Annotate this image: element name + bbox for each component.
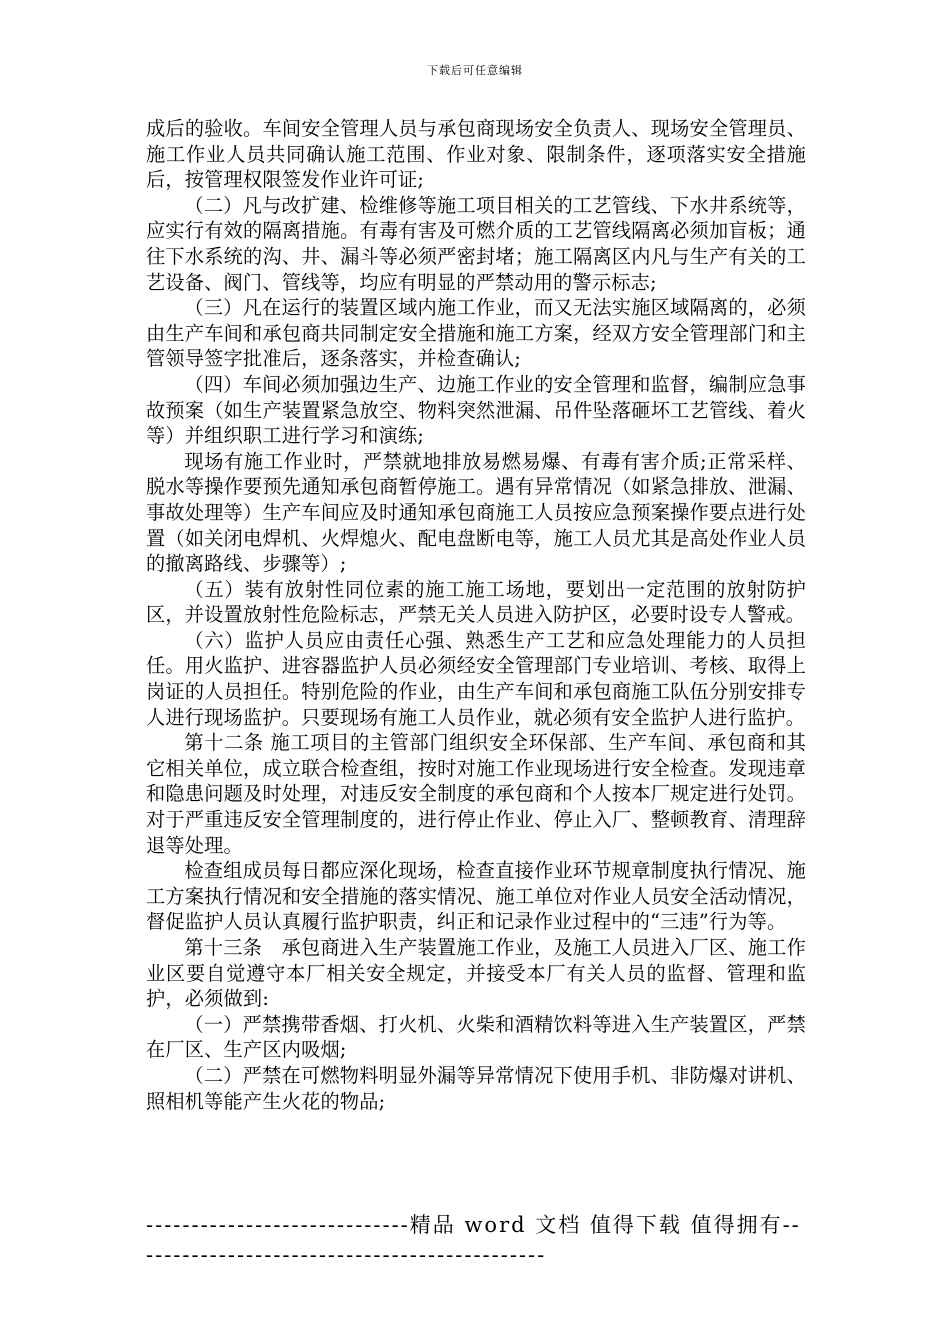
paragraph: （二）严禁在可燃物料明显外漏等异常情况下使用手机、非防爆对讲机、照相机等能产生火花的物品;	[146, 1063, 806, 1113]
paragraph: 第十二条 施工项目的主管部门组织安全环保部、生产车间、承包商和其它相关单位，成立联合检查组，按时对施工作业现场进行安全检查。发现违章和隐患问题及时处理，对违反安全制度的承包商和个人按本厂规定进行处罚。对于严重违反安全管理制度的，进行停止作业、停止入厂、整顿教育、清理辞退等处理。	[146, 731, 806, 857]
paragraph: 第十三条 承包商进入生产装置施工作业，及施工人员进入厂区、施工作业区要自觉遵守本厂相关安全规定，并接受本厂有关人员的监督、管理和监护，必须做到:	[146, 936, 806, 1011]
paragraph: （三）凡在运行的装置区域内施工作业，而又无法实施区域隔离的，必须由生产车间和承包商共同制定安全措施和施工方案，经双方安全管理部门和主管领导签字批准后，逐条落实，并检查确认;	[146, 296, 806, 371]
paragraph: 现场有施工作业时，严禁就地排放易燃易爆、有毒有害介质;正常采样、脱水等操作要预先通知承包商暂停施工。遇有异常情况（如紧急排放、泄漏、事故处理等）生产车间应及时通知承包商施工人员按应急预案操作要点进行处置（如关闭电焊机、火焊熄火、配电盘断电等，施工人员尤其是高处作业人员的撤离路线、步骤等）;	[146, 449, 806, 576]
page-header: 下载后可任意编辑	[427, 64, 523, 77]
paragraph: （五）装有放射性同位素的施工施工场地，要划出一定范围的放射防护区，并设置放射性危险标志，严禁无关人员进入防护区，必要时设专人警戒。	[146, 577, 806, 627]
paragraph: 成后的验收。车间安全管理人员与承包商现场安全负责人、现场安全管理员、施工作业人员共同确认施工范围、作业对象、限制条件，逐项落实安全措施后，按管理权限签发作业许可证;	[146, 117, 806, 192]
paragraph: （六）监护人员应由责任心强、熟悉生产工艺和应急处理能力的人员担任。用火监护、进容器监护人员必须经安全管理部门专业培训、考核、取得上岗证的人员担任。特别危险的作业，由生产车间和承包商施工队伍分别安排专人进行现场监护。只要现场有施工人员作业，就必须有安全监护人进行监护。	[146, 628, 806, 729]
paragraph: （一）严禁携带香烟、打火机、火柴和酒精饮料等进入生产装置区，严禁在厂区、生产区内吸烟;	[146, 1012, 806, 1062]
paragraph: （二）凡与改扩建、检维修等施工项目相关的工艺管线、下水井系统等，应实行有效的隔离措施。有毒有害及可燃介质的工艺管线隔离必须加盲板；通往下水系统的沟、井、漏斗等必须严密封堵；施工隔离区内凡与生产有关的工艺设备、阀门、管线等，均应有明显的严禁动用的警示标志;	[146, 193, 806, 294]
paragraph: （四）车间必须加强边生产、边施工作业的安全管理和监督，编制应急事故预案（如生产装置紧急放空、物料突然泄漏、吊件坠落砸坏工艺管线、着火等）并组织职工进行学习和演练;	[146, 372, 806, 448]
document-body	[146, 116, 806, 1114]
page-footer: -----------------------------精品 word 文档 值得下载 值得拥有----------------------------------------------	[146, 1213, 801, 1267]
paragraph: 检查组成员每日都应深化现场，检查直接作业环节规章制度执行情况、施工方案执行情况和安全措施的落实情况、施工单位对作业人员安全活动情况，督促监护人员认真履行监护职责，纠正和记录作业过程中的“三违”行为等。	[146, 859, 806, 934]
